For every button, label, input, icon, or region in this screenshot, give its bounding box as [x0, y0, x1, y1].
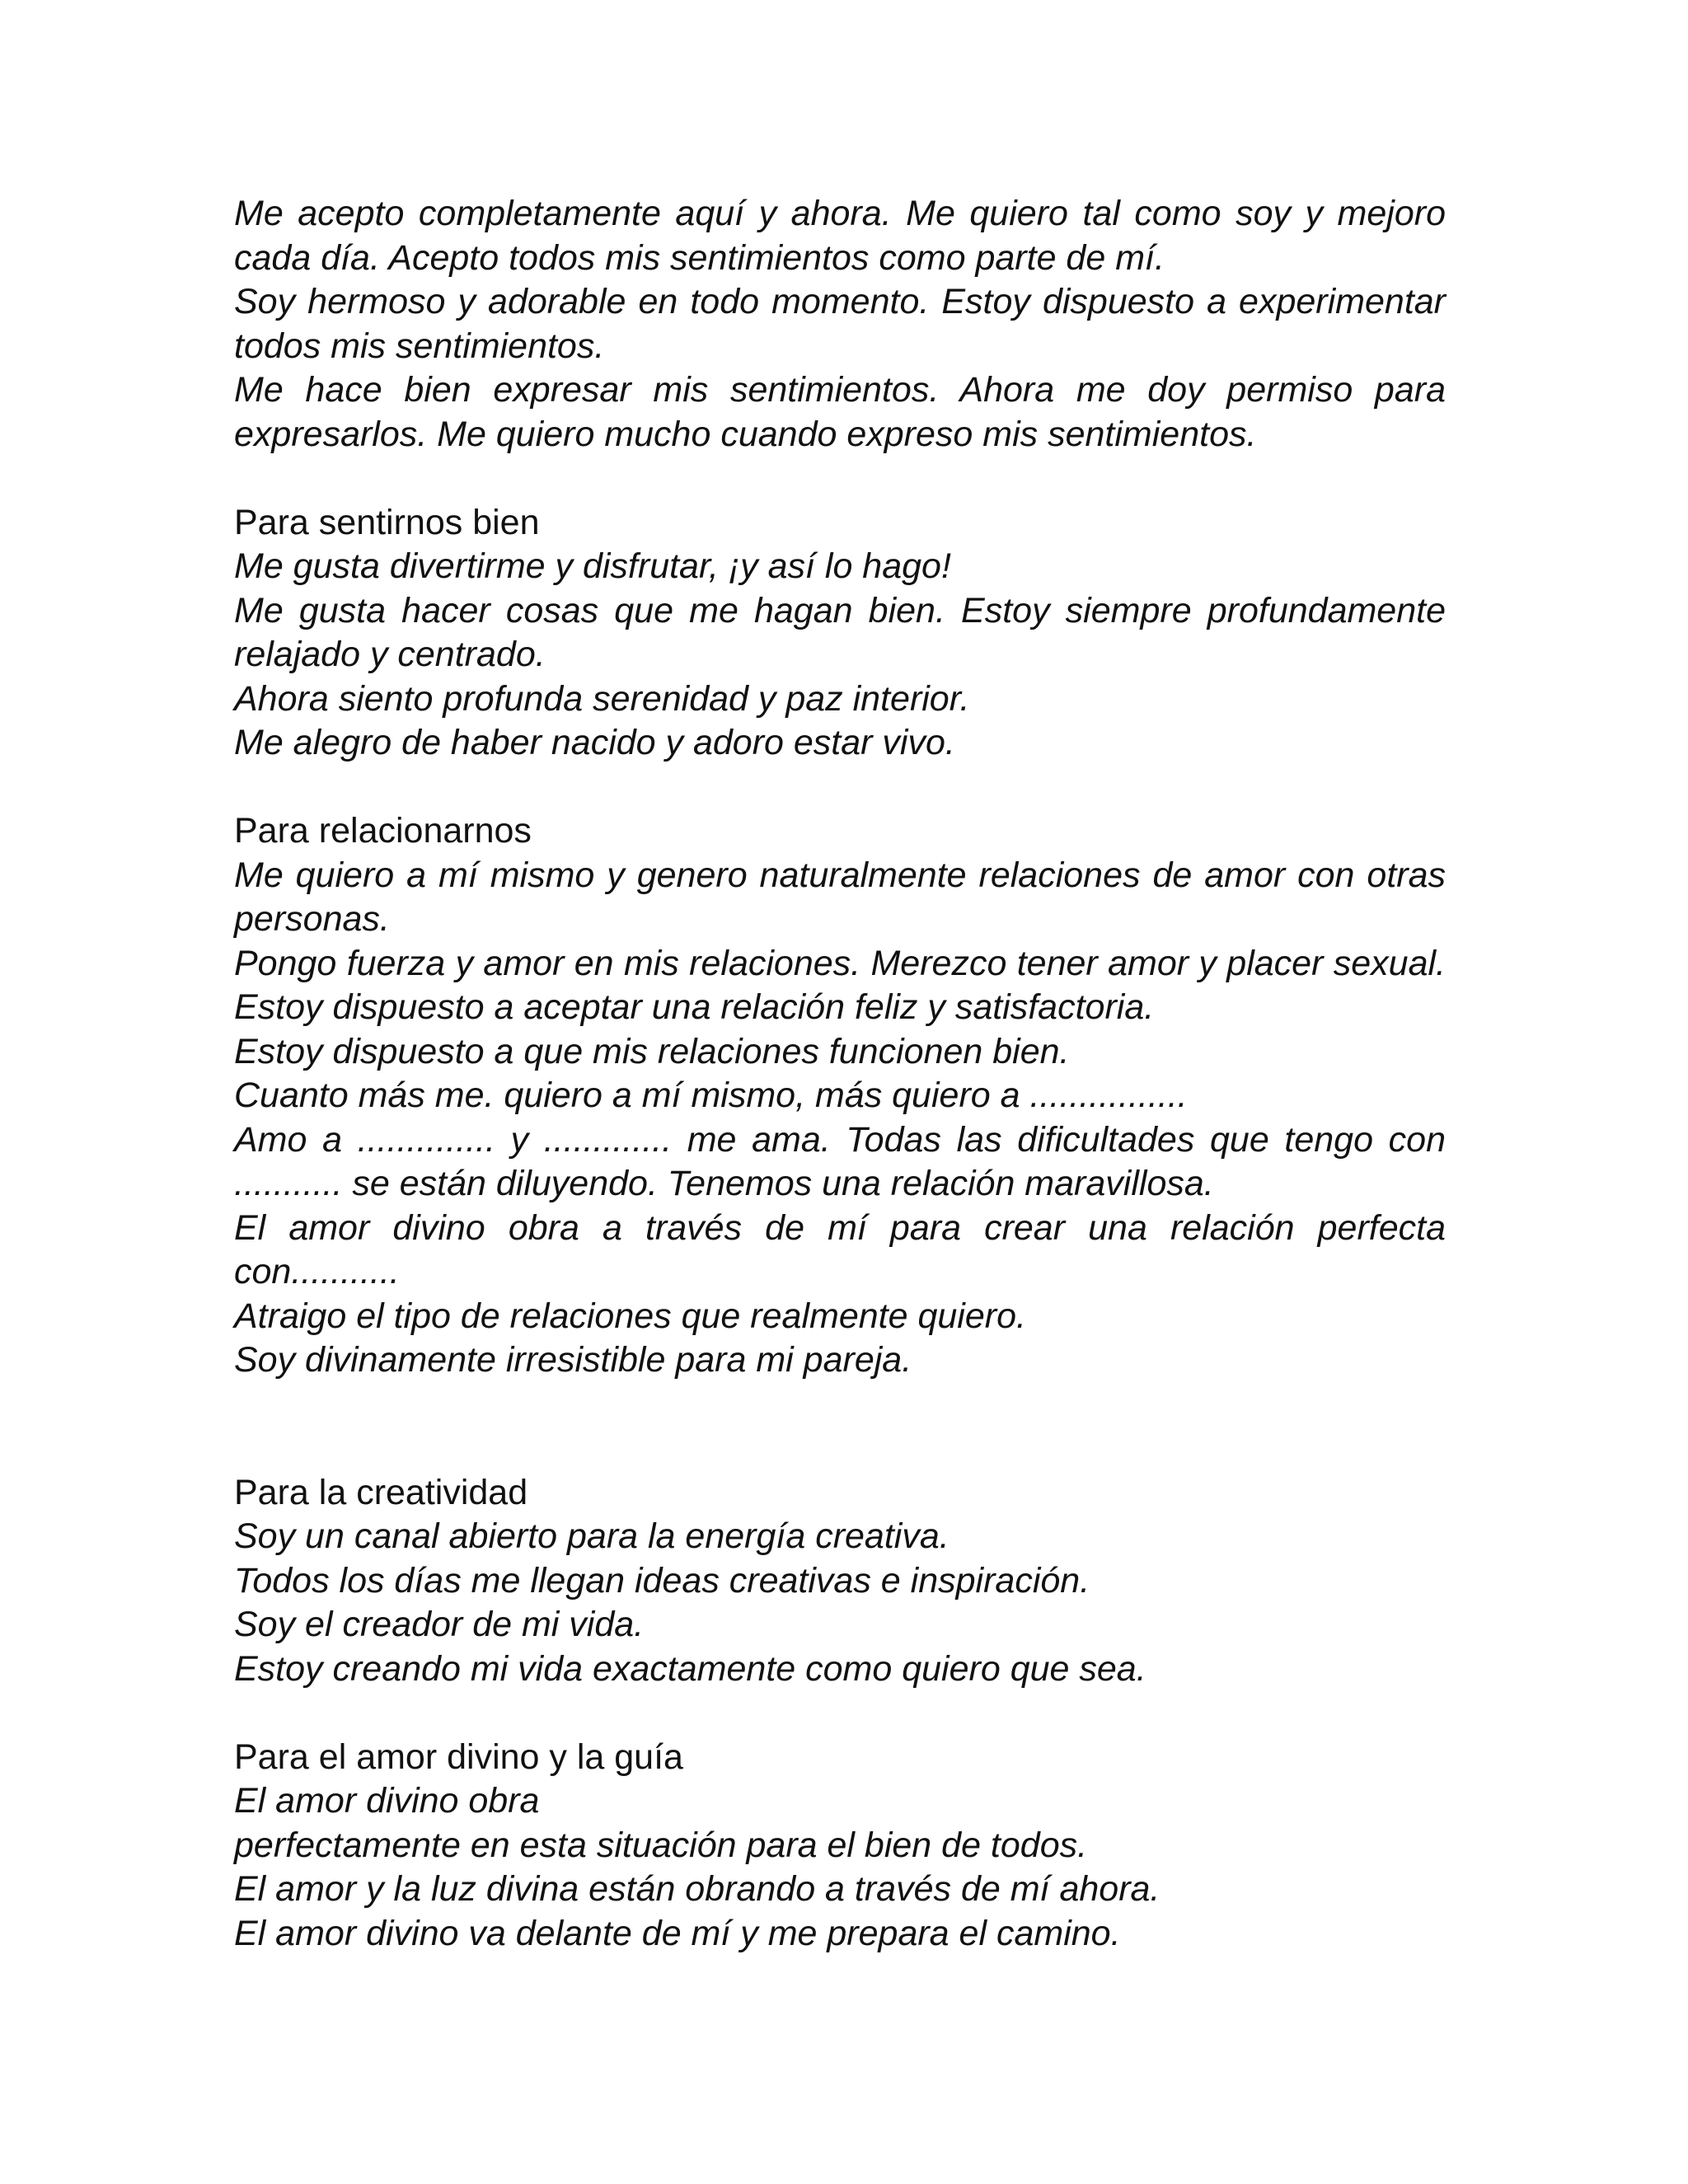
section-creatividad [234, 1471, 1446, 1692]
affirmation-paragraph: Pongo fuerza y amor en mis relaciones. Merezco tener amor y placer sexual. Estoy dispuesto a aceptar una relación feliz y satisfactoria. [234, 943, 1446, 1027]
section-amor-divino [234, 1736, 1446, 1957]
affirmation-paragraph: Soy divinamente irresistible para mi pareja. [234, 1340, 912, 1380]
affirmation-paragraph: Me quiero a mí mismo y genero naturalmente relaciones de amor con otras personas. [234, 855, 1446, 939]
section-relacionarnos [234, 809, 1446, 1383]
affirmation-paragraph: perfectamente en esta situación para el bien de todos. [234, 1825, 1088, 1865]
section-sentirnos-bien [234, 501, 1446, 766]
affirmation-paragraph: El amor y la luz divina están obrando a través de mí ahora. [234, 1869, 1160, 1909]
intro-section [234, 192, 1446, 457]
section-heading: Para sentirnos bien [234, 502, 540, 542]
affirmation-paragraph: Estoy dispuesto a que mis relaciones funcionen bien. [234, 1031, 1070, 1071]
affirmation-paragraph: Ahora siento profunda serenidad y paz interior. [234, 678, 970, 719]
affirmation-paragraph: Soy un canal abierto para la energía creativa. [234, 1516, 950, 1556]
affirmation-paragraph: Todos los días me llegan ideas creativas e inspiración. [234, 1560, 1090, 1601]
affirmation-paragraph: El amor divino va delante de mí y me prepara el camino. [234, 1913, 1121, 1953]
affirmation-paragraph: Soy el creador de mi vida. [234, 1605, 645, 1644]
affirmation-paragraph: Amo a .............. y ............. me ama. Todas las dificultades que tengo con ........... se están diluyendo. Tenemos una relación maravillosa. [234, 1119, 1446, 1203]
affirmation-paragraph: Me alegro de haber nacido y adoro estar vivo. [234, 723, 955, 762]
section-spacer [234, 766, 1446, 810]
section-spacer [234, 1383, 1446, 1471]
affirmation-paragraph: El amor divino obra [234, 1781, 540, 1821]
affirmation-paragraph: Cuanto más me. quiero a mí mismo, más quiero a ................ [234, 1076, 1188, 1115]
section-heading: Para el amor divino y la guía [234, 1736, 683, 1777]
affirmation-paragraph: Estoy creando mi vida exactamente como quiero que sea. [234, 1648, 1146, 1689]
affirmation-paragraph: Me gusta divertirme y disfrutar, ¡y así lo hago! [234, 546, 951, 586]
section-heading: Para la creatividad [234, 1472, 528, 1512]
affirmation-paragraph: El amor divino obra a través de mí para crear una relación perfecta con........... [234, 1207, 1446, 1291]
affirmation-paragraph: Me gusta hacer cosas que me hagan bien. Estoy siempre profundamente relajado y centrado. [234, 590, 1446, 674]
affirmation-paragraph: Atraigo el tipo de relaciones que realmente quiero. [234, 1296, 1026, 1336]
affirmation-paragraph: Me acepto completamente aquí y ahora. Me quiero tal como soy y mejoro cada día. Acepto todos mis sentimientos como parte de mí. [234, 194, 1446, 278]
section-spacer [234, 457, 1446, 501]
affirmation-paragraph: Soy hermoso y adorable en todo momento. Estoy dispuesto a experimentar todos mis sentimientos. [234, 282, 1446, 366]
document-page [234, 192, 1446, 1956]
section-spacer [234, 1691, 1446, 1736]
section-heading: Para relacionarnos [234, 811, 532, 851]
affirmation-paragraph: Me hace bien expresar mis sentimientos. Ahora me doy permiso para expresarlos. Me quiero mucho cuando expreso mis sentimientos. [234, 370, 1446, 454]
